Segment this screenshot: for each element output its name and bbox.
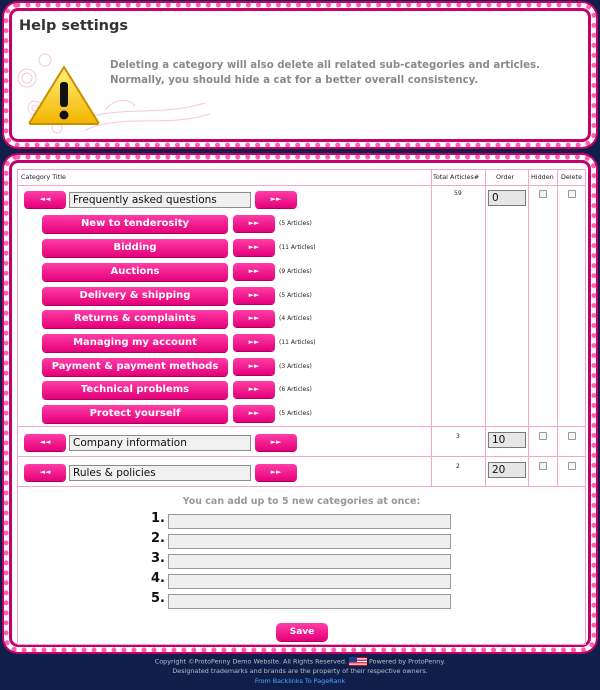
article-count: (4 Articles) <box>279 315 312 322</box>
us-flag-icon <box>349 657 367 666</box>
move-right-button[interactable]: ►► <box>233 334 275 351</box>
subcategory-button[interactable]: Auctions <box>42 263 228 281</box>
move-right-button[interactable]: ►► <box>233 405 275 422</box>
delete-checkbox[interactable] <box>568 190 576 198</box>
new-category-number: 5. <box>151 591 165 606</box>
new-category-input[interactable] <box>168 534 451 549</box>
row-divider <box>18 486 585 487</box>
warning-icon <box>27 64 101 126</box>
move-right-button[interactable]: ►► <box>233 381 275 398</box>
order-input[interactable]: 10 <box>488 432 526 448</box>
subcategory-button[interactable]: Delivery & shipping <box>42 287 228 305</box>
new-category-input[interactable] <box>168 574 451 589</box>
powered-by-text: Powered by ProtoPenny. <box>369 657 446 666</box>
hidden-checkbox[interactable] <box>539 462 547 470</box>
order-input[interactable]: 0 <box>488 190 526 206</box>
col-divider <box>485 170 486 487</box>
new-category-number: 4. <box>151 571 165 586</box>
delete-checkbox[interactable] <box>568 462 576 470</box>
subcategory-button[interactable]: Managing my account <box>42 334 228 352</box>
move-right-button[interactable]: ►► <box>255 464 297 481</box>
subcategory-button[interactable]: New to tenderosity <box>42 215 228 233</box>
move-right-button[interactable]: ►► <box>255 191 297 208</box>
categories-table <box>17 169 586 645</box>
footer <box>0 657 600 686</box>
row-divider <box>18 426 585 427</box>
move-left-button[interactable]: ◄◄ <box>24 464 66 481</box>
article-count: (11 Articles) <box>279 244 316 251</box>
category-title-input[interactable]: Frequently asked questions <box>69 192 251 208</box>
page-title: Help settings <box>19 18 128 34</box>
article-count: (5 Articles) <box>279 220 312 227</box>
header-delete: Delete <box>561 173 582 181</box>
add-categories-note: You can add up to 5 new categories at once: <box>182 496 421 507</box>
trademark-text: Designated trademarks and brands are the property of their respective owners. <box>172 667 428 675</box>
article-count: (9 Articles) <box>279 268 312 275</box>
article-count: (3 Articles) <box>279 363 312 370</box>
save-button[interactable]: Save <box>276 623 328 641</box>
total-articles-count: 3 <box>456 433 460 440</box>
col-divider <box>431 170 432 487</box>
new-category-input[interactable] <box>168 514 451 529</box>
article-count: (5 Articles) <box>279 410 312 417</box>
delete-checkbox[interactable] <box>568 432 576 440</box>
total-articles-count: 2 <box>456 463 460 470</box>
categories-panel <box>4 155 596 652</box>
move-right-button[interactable]: ►► <box>233 310 275 327</box>
move-left-button[interactable]: ◄◄ <box>24 191 66 208</box>
row-divider <box>18 185 585 186</box>
subcategory-button[interactable]: Payment & payment methods <box>42 358 228 376</box>
new-category-number: 2. <box>151 531 165 546</box>
subcategory-button[interactable]: Technical problems <box>42 381 228 399</box>
move-right-button[interactable]: ►► <box>233 358 275 375</box>
header-category-title: Category Title <box>21 173 66 181</box>
move-right-button[interactable]: ►► <box>233 215 275 232</box>
move-right-button[interactable]: ►► <box>233 263 275 280</box>
move-left-button[interactable]: ◄◄ <box>24 434 66 451</box>
order-input[interactable]: 20 <box>488 462 526 478</box>
header-total-articles: Total Articles# <box>433 173 480 181</box>
new-category-input[interactable] <box>168 594 451 609</box>
subcategory-button[interactable]: Returns & complaints <box>42 310 228 328</box>
article-count: (5 Articles) <box>279 292 312 299</box>
move-right-button[interactable]: ►► <box>255 434 297 451</box>
header-hidden: Hidden <box>531 173 554 181</box>
help-panel <box>4 3 596 147</box>
copyright-text: Copyright ©ProtoPenny Demo Website. All Rights Reserved. <box>154 657 347 666</box>
category-title-input[interactable]: Rules & policies <box>69 465 251 481</box>
header-order: Order <box>496 173 515 181</box>
new-category-number: 1. <box>151 511 165 526</box>
subcategory-button[interactable]: Bidding <box>42 239 228 257</box>
article-count: (6 Articles) <box>279 386 312 393</box>
article-count: (11 Articles) <box>279 339 316 346</box>
col-divider <box>557 170 558 487</box>
move-right-button[interactable]: ►► <box>233 287 275 304</box>
move-right-button[interactable]: ►► <box>233 239 275 256</box>
category-title-input[interactable]: Company information <box>69 435 251 451</box>
help-description: Deleting a category will also delete all related sub-categories and articles. Normally, you should hide a cat for a better overall consistency. <box>110 60 540 86</box>
row-divider <box>18 456 585 457</box>
total-articles-count: 59 <box>454 190 462 197</box>
subcategory-button[interactable]: Protect yourself <box>42 405 228 423</box>
hidden-checkbox[interactable] <box>539 190 547 198</box>
hidden-checkbox[interactable] <box>539 432 547 440</box>
footer-link[interactable]: From Backlinks To PageRank <box>254 676 346 685</box>
col-divider <box>528 170 529 487</box>
new-category-number: 3. <box>151 551 165 566</box>
new-category-input[interactable] <box>168 554 451 569</box>
